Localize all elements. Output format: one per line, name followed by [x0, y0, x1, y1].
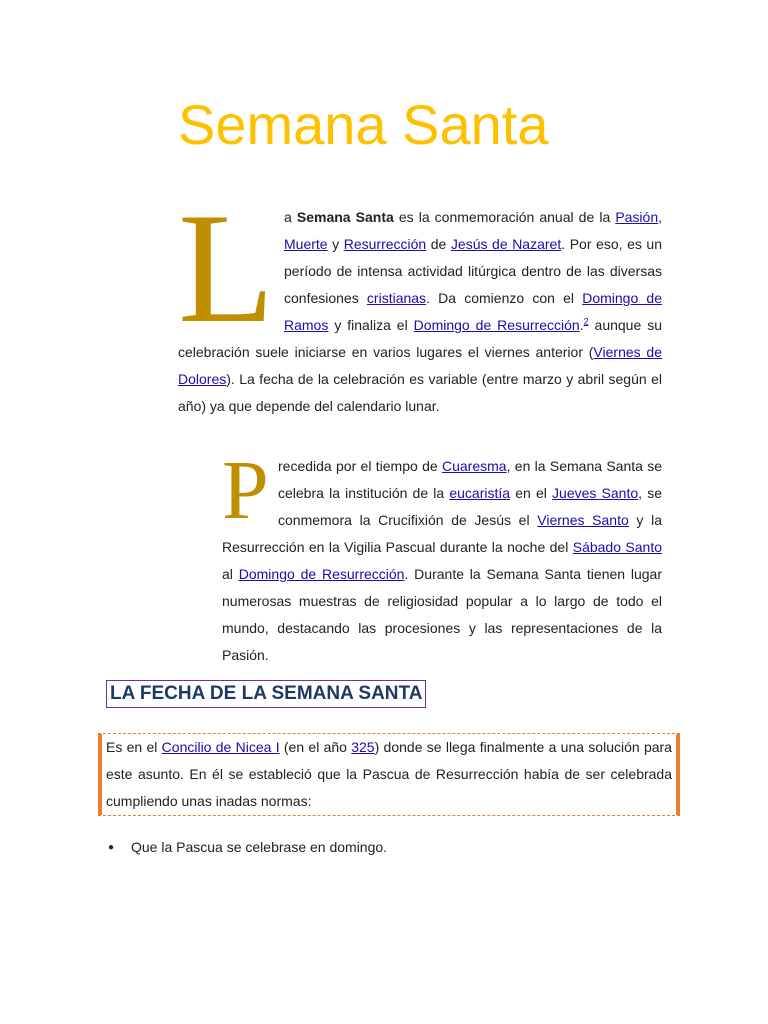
link-jesus-de-nazaret[interactable]: Jesús de Nazaret: [450, 236, 562, 252]
link-325[interactable]: 325: [351, 739, 375, 755]
intro-paragraph: [178, 181, 663, 420]
text-segment: ). La fecha de la celebración es variable (entre marzo y abril según el año) ya que depende del calendario lunar.: [178, 371, 662, 414]
link-viernes-de-dolores[interactable]: Viernes de Dolores: [178, 344, 662, 387]
link-concilio-de-nicea[interactable]: Concilio de Nicea I: [161, 739, 280, 755]
drop-cap-letter: P: [222, 444, 269, 537]
link-domingo-de-resurreccion[interactable]: Domingo de Resurrección: [413, 317, 580, 333]
second-paragraph: [222, 444, 663, 669]
list-item: [108, 834, 387, 861]
text-segment: y finaliza el: [328, 317, 414, 333]
text-segment: ) donde se llega finalmente a una solución para este asunto. En él se estableció que la Pascua de Resurrección había de ser celebrada cumpliendo unas inadas normas:: [106, 739, 672, 809]
link-sabado-santo[interactable]: Sábado Santo: [572, 539, 662, 555]
list-item-text: Que la Pascua se celebrase en domingo.: [131, 839, 388, 855]
text-segment: . Por eso, es un período de intensa actividad litúrgica dentro de las diversas confesiones: [284, 236, 663, 306]
bullet-icon: ●: [108, 842, 115, 853]
text-segment: a: [284, 209, 297, 225]
footnote-link[interactable]: 2: [583, 316, 589, 327]
text-segment: aunque su celebración suele iniciarse en varios lugares el viernes anterior (: [178, 317, 662, 360]
section-heading: LA FECHA DE LA SEMANA SANTA: [110, 683, 423, 704]
highlight-paragraph: [106, 734, 672, 815]
text-segment: . Durante la Semana Santa tienen lugar numerosas muestras de religiosidad popular a lo largo de todo el mundo, destacando las procesiones y las representaciones de la Pasión.: [222, 566, 663, 663]
text-segment: de: [426, 236, 451, 252]
link-eucaristia[interactable]: eucaristía: [449, 485, 511, 501]
text-segment: , en la Semana Santa se celebra la institución de la: [278, 458, 663, 501]
text-segment: ,: [658, 209, 663, 225]
page-title: Semana Santa: [178, 93, 549, 156]
link-cristianas[interactable]: cristianas: [366, 290, 427, 306]
text-segment: .: [579, 317, 584, 333]
text-segment: y: [327, 236, 344, 252]
link-pasion[interactable]: Pasión: [615, 209, 659, 225]
link-muerte[interactable]: Muerte: [284, 236, 328, 252]
link-viernes-santo[interactable]: Viernes Santo: [537, 512, 629, 528]
text-segment: en el: [510, 485, 553, 501]
text-segment: es la conmemoración anual de la: [393, 209, 616, 225]
highlight-box: [98, 733, 680, 816]
text-segment: (en el año: [279, 739, 352, 755]
rules-list: [108, 834, 387, 861]
text-segment: al: [222, 566, 239, 582]
link-resurreccion[interactable]: Resurrección: [343, 236, 427, 252]
drop-cap-letter: L: [178, 181, 275, 356]
link-jueves-santo[interactable]: Jueves Santo: [552, 485, 639, 501]
text-segment: . Da comienzo con el: [426, 290, 583, 306]
section-heading-box: [106, 680, 426, 708]
text-segment: , se conmemora la Crucifixión de Jesús el: [278, 485, 662, 528]
link-domingo-de-resurreccion[interactable]: Domingo de Resurrección: [238, 566, 405, 582]
text-segment: Es en el: [106, 739, 162, 755]
link-domingo-de-ramos[interactable]: Domingo de Ramos: [284, 290, 662, 333]
text-segment: recedida por el tiempo de: [278, 458, 442, 474]
bold-term: Semana Santa: [296, 209, 394, 225]
text-segment: y la Resurrección en la Vigilia Pascual durante la noche del: [222, 512, 662, 555]
link-cuaresma[interactable]: Cuaresma: [441, 458, 507, 474]
